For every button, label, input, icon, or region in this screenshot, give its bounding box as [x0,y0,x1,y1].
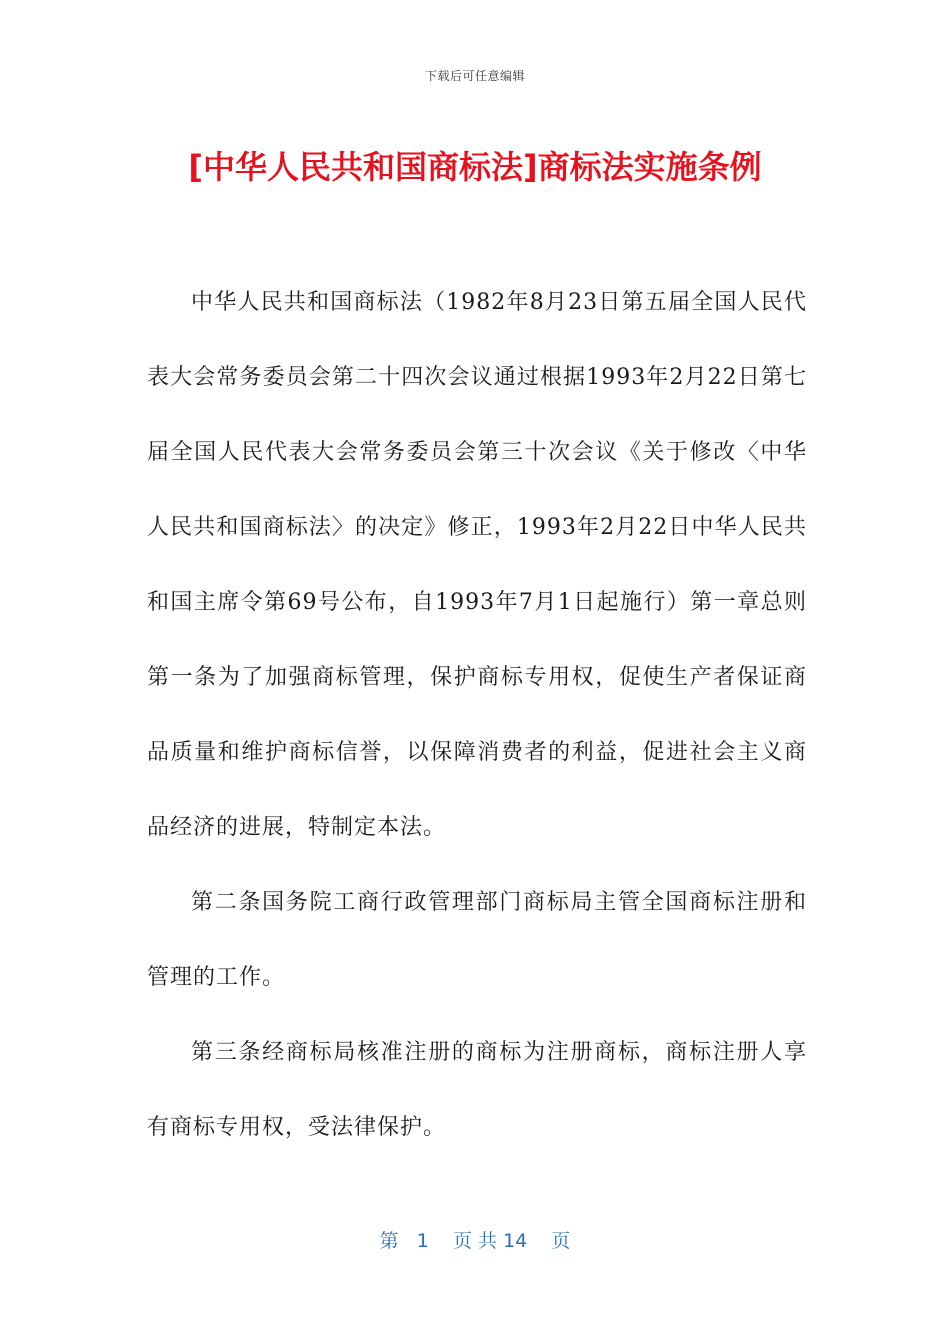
paragraph-2: 第二条国务院工商行政管理部门商标局主管全国商标注册和管理的工作。 [147,890,807,990]
footer-prefix: 第 [379,1230,399,1252]
document-title: [中华人民共和国商标法]商标法实施条例 [188,148,762,186]
footer-middle: 页 共 [452,1230,498,1252]
footer-suffix: 页 [551,1230,571,1252]
page-footer [0,1226,950,1253]
document-body [147,265,807,1165]
footer-current-page: 1 [416,1230,429,1252]
paragraph-1: 中华人民共和国商标法（1982年8月23日第五届全国人民代表大会常务委员会第二十四次会议通过根据1993年2月22日第七届全国人民代表大会常务委员会第三十次会议《关于修改〈中华人民共和国商标法〉的决定》修正，1993年2月22日中华人民共和国主席令第69号公布，自1993年7月1日起施行）第一章总则第一条为了加强商标管理，保护商标专用权，促使生产者保证商品质量和维护商标信誉，以保障消费者的利益，促进社会主义商品经济的进展，特制定本法。 [147,290,807,840]
footer-total-pages: 14 [503,1230,528,1252]
paragraph-3: 第三条经商标局核准注册的商标为注册商标，商标注册人享有商标专用权，受法律保护。 [147,1040,807,1140]
header-note: 下载后可任意编辑 [424,69,525,83]
